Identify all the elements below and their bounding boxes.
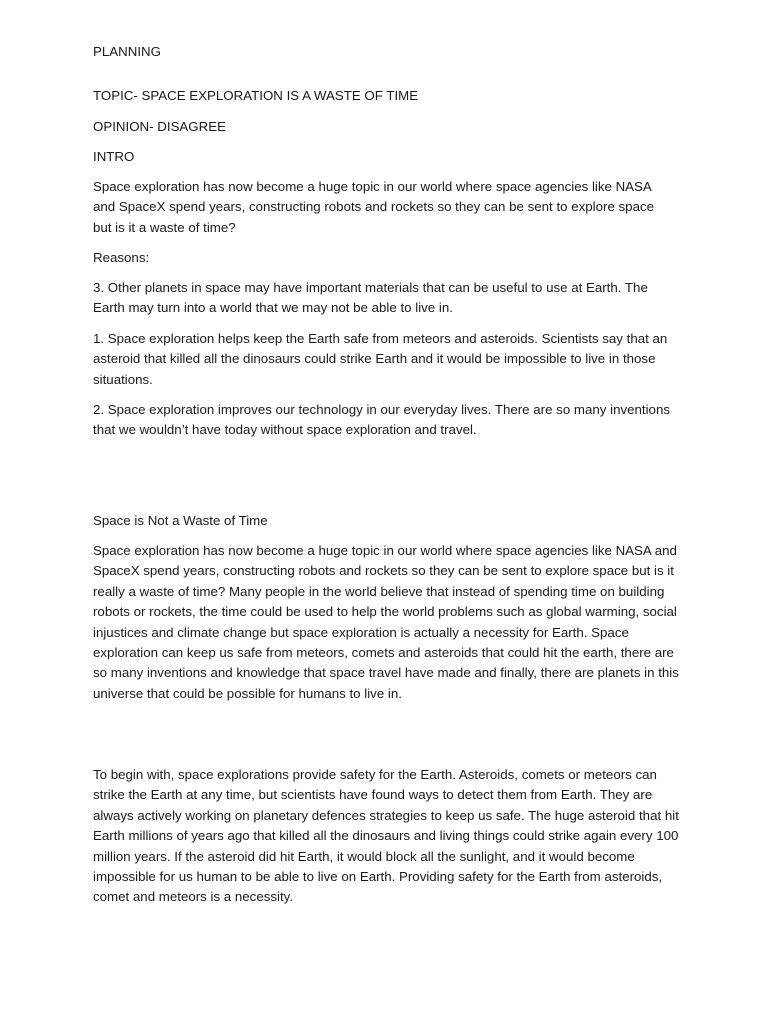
- opinion-line: OPINION- DISAGREE: [93, 119, 226, 134]
- reasons-heading: Reasons:: [93, 250, 150, 265]
- reason-3: 3. Other planets in space may have important materials that can be useful to use at Earth. The Earth may turn into a world that we may not be able to live in.: [93, 280, 648, 316]
- essay-paragraph-1: Space exploration has now become a huge topic in our world where space agencies like NASA and SpaceX spend years, constructing robots and rockets so they can be sent to explore space but is it really a waste of time? Many people in the world believe that instead of spending time on building robots or rockets, the time could be used to help the world problems such as global warming, social injustices and climate change but space exploration is actually a necessity for Earth. Space exploration can keep us safe from meteors, comets and asteroids that could hit the earth, there are so many inventions and knowledge that space travel have made and finally, there are planets in this universe that could be possible for humans to live in.: [93, 543, 679, 701]
- topic-line: TOPIC- SPACE EXPLORATION IS A WASTE OF TIME: [93, 88, 419, 103]
- reason-1: 1. Space exploration helps keep the Earth safe from meteors and asteroids. Scientists say that an asteroid that killed all the dinosaurs could strike Earth and it would be impossible to live in those situations.: [93, 331, 668, 387]
- essay-paragraph-2: To begin with, space explorations provide safety for the Earth. Asteroids, comets or meteors can strike the Earth at any time, but scientists have found ways to detect them from Earth. They are always actively working on planetary defences strategies to keep us safe. The huge asteroid that hit Earth millions of years ago that killed all the dinosaurs and living things could strike again every 100 million years. If the asteroid did hit Earth, it would block all the sunlight, and it would become impossible for us human to be able to live on Earth. Providing safety for the Earth from asteroids, comet and meteors is a necessity.: [93, 767, 679, 905]
- intro-paragraph: Space exploration has now become a huge topic in our world where space agencies like NASA and SpaceX spend years, constructing robots and rockets so they can be sent to explore space but is it a waste of time?: [93, 179, 655, 235]
- essay-title: Space is Not a Waste of Time: [93, 513, 268, 528]
- reason-2: 2. Space exploration improves our technology in our everyday lives. There are so many inventions that we wouldn’t have today without space exploration and travel.: [93, 402, 670, 438]
- planning-title: PLANNING: [93, 44, 161, 59]
- intro-heading: INTRO: [93, 149, 135, 164]
